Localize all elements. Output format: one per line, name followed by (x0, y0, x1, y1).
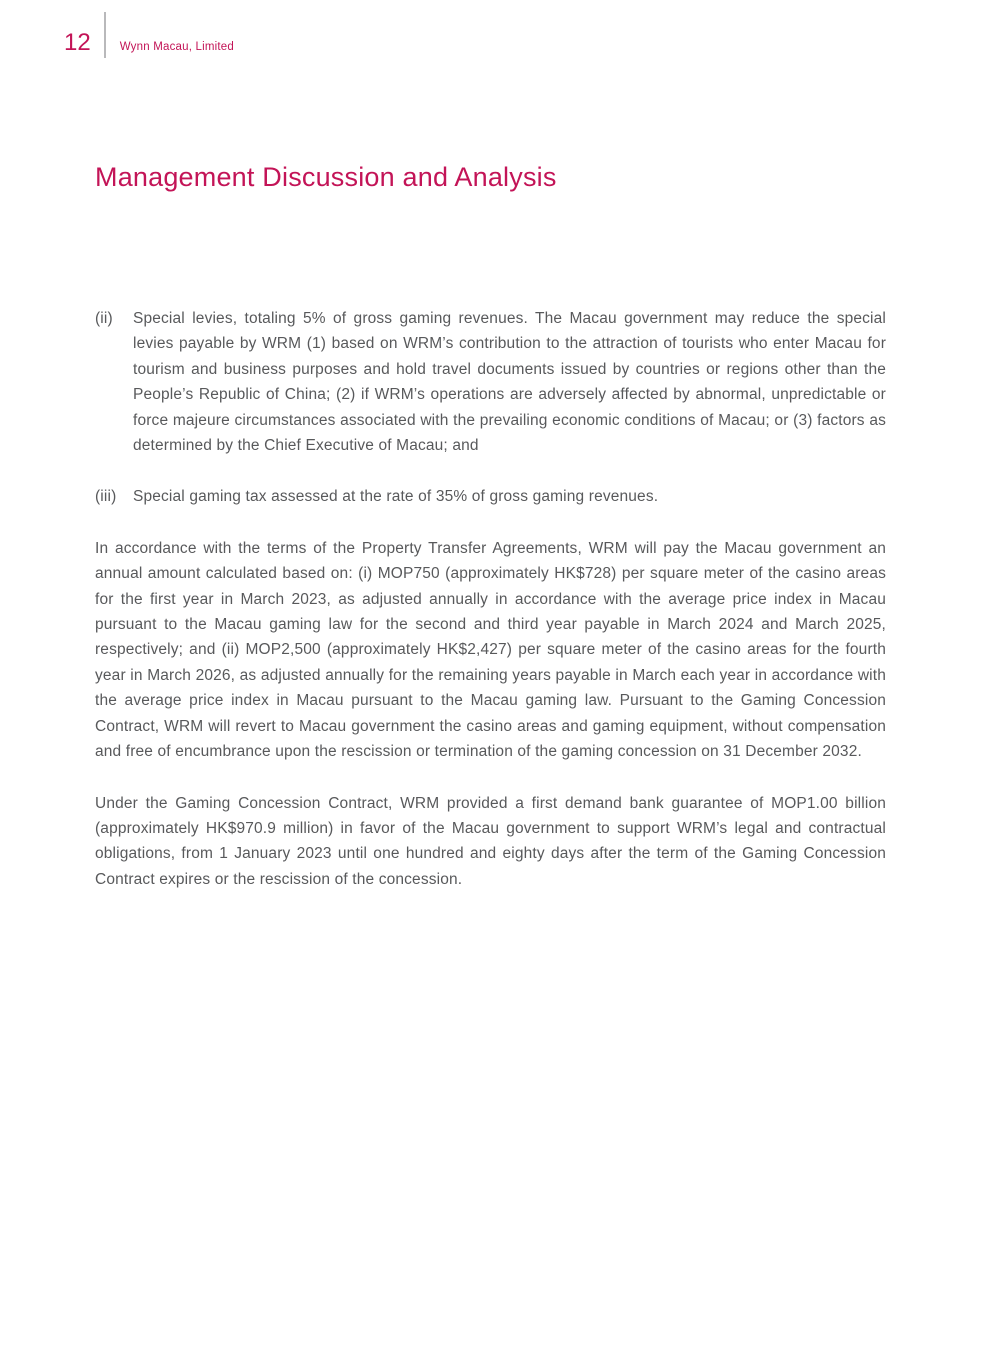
list-item-iii (95, 484, 886, 509)
paragraph-property-transfer: In accordance with the terms of the Property Transfer Agreements, WRM will pay the Macau government an annual amount calculated based on: (i) MOP750 (approximately HK$728) per square meter of the casino areas for the first year in March 2023, as adjusted annually in accordance with the average price index in Macau pursuant to the Macau gaming law for the second and third year payable in March 2024 and March 2025, respectively; and (ii) MOP2,500 (approximately HK$2,427) per square meter of the casino areas for the fourth year in March 2026, as adjusted annually for the remaining years payable in March each year in accordance with the average price index in Macau pursuant to the Macau gaming law. Pursuant to the Gaming Concession Contract, WRM will revert to Macau government the casino areas and gaming equipment, without compensation and free of encumbrance upon the rescission or termination of the gaming concession on 31 December 2032. (95, 539, 886, 761)
company-name: Wynn Macau, Limited (119, 41, 234, 53)
page-header (0, 0, 1006, 58)
list-marker: (iii) (95, 488, 117, 506)
paragraph-bank-guarantee: Under the Gaming Concession Contract, WRM provided a first demand bank guarantee of MOP1.00 billion (approximately HK$970.9 million) in favor of the Macau government to support WRM’s legal and contractual obligations, from 1 January 2023 until one hundred and eighty days after the term of the Gaming Concession Contract expires or the rescission of the concession. (95, 794, 886, 888)
page-number: 12 (64, 29, 91, 56)
document-body (95, 306, 886, 892)
list-item-text: Special levies, totaling 5% of gross gaming revenues. The Macau government may reduce the special levies payable by WRM (1) based on WRM’s contribution to the attraction of tourists who enter Macau for tourism and business purposes and hold travel documents issued by countries or regions other than the People’s Republic of China; (2) if WRM’s operations are adversely affected by abnormal, unpredictable or force majeure circumstances associated with the prevailing economic conditions of Macau; or (3) factors as determined by the Chief Executive of Macau; and (133, 310, 886, 455)
list-item-ii (95, 306, 886, 458)
header-divider (104, 12, 106, 58)
list-item-text: Special gaming tax assessed at the rate of 35% of gross gaming revenues. (133, 488, 659, 506)
page-title: Management Discussion and Analysis (95, 162, 557, 192)
list-marker: (ii) (95, 310, 113, 327)
